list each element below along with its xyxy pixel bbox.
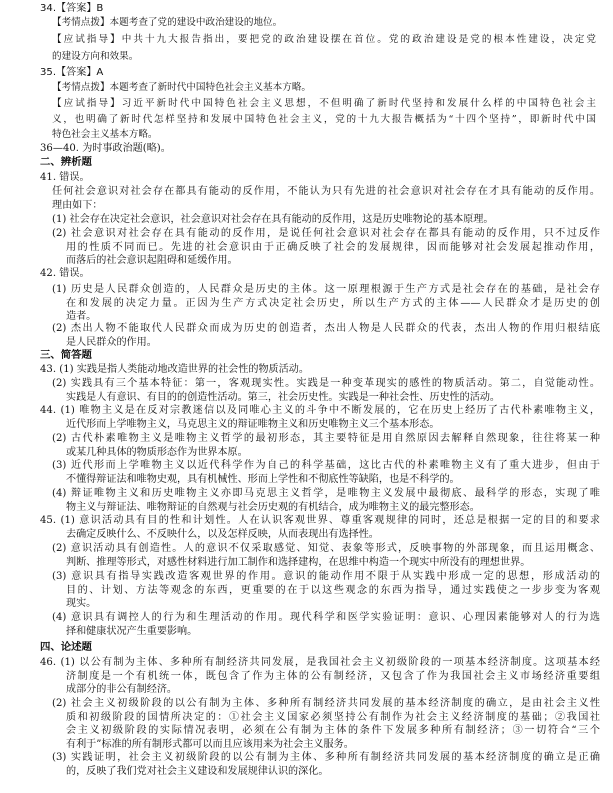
text-line: 物主义与辩证法、唯物辩证的自然观与社会历史观的有机结合，成为唯物主义的最完整形态。 (66, 501, 480, 513)
q41-head: 41. 错误。 (40, 172, 90, 183)
q44-point-4 (52, 487, 600, 514)
text-line: 择和健康状况产生重要影响。 (66, 625, 198, 637)
q45-point-1 (40, 514, 600, 541)
text-line: 不懂得辩证法和唯物史观，具有机械性、形而上学性和不彻底性等缺陷，也是不科学的。 (66, 473, 460, 485)
q44-point-1 (40, 404, 600, 431)
section-heading-short-answer: 三、简答题 (40, 349, 92, 361)
q43-point-1: 43. (1) 实践是指人类能动地改造世界的社会性的物质活动。 (40, 364, 309, 375)
text-line: 有利于”标准的所有制形式都可以而且应该用来为社会主义服务。 (66, 738, 354, 750)
text-line: 【应试指导】中共十九大报告指出，要把党的政治建设摆在首位。党的政治建设是党的根本性建设，决定党 (52, 34, 596, 45)
q44-point-2 (52, 432, 600, 459)
text-line: 济制度是一个有机统一体，既包含了作为主体的公有制经济，又包含了作为我国社会主义市场经济重要组 (66, 670, 600, 682)
section-heading-discrimination: 二、辨析题 (40, 156, 92, 168)
text-line: 成部分的非公有制经济。 (66, 684, 178, 696)
q45-point-3 (52, 570, 600, 611)
text-line: (2) 社会主义初级阶段的以公有制为主体、多种所有制经济共同发展的基本经济制度的确立，是由社会主义性 (52, 698, 600, 709)
text-line: 或某几种具体的物质形态作为世界本原。 (66, 446, 248, 458)
q34-answer: 34.【答案】B (40, 3, 104, 14)
q34-tip (52, 33, 596, 63)
text-line: 现实。 (66, 598, 97, 610)
text-line: 会主义初级阶段的实际情况表明，必须在公有制为主体的条件下发展多种所有制经济；③一切符合“三个 (66, 725, 600, 737)
q35-point: 【考情点拨】本题考查了新时代中国特色社会主义基本方略。 (52, 82, 312, 93)
text-line: (2) 意识活动具有创造性。人的意识不仅采取感觉、知觉、表象等形式，反映事物的外部现象，而且运用概念、 (52, 543, 600, 554)
section-heading-essay: 四、论述题 (40, 641, 92, 653)
q46-point-1 (40, 656, 600, 697)
q45-point-2 (52, 542, 600, 569)
q42-head: 42. 错误。 (40, 268, 90, 279)
q41-intro (52, 185, 600, 212)
q46-point-3 (52, 751, 600, 778)
text-line: 用的性质不同而已。先进的社会意识由于正确反映了社会的发展规律，因而能够对社会发展起推动作用， (66, 241, 600, 253)
text-line: 的建设方向和效果。 (52, 50, 139, 62)
q42-point-1 (52, 283, 600, 324)
text-line: 理由如下： (52, 199, 103, 211)
text-line: (3) 近代形而上学唯物主义以近代科学作为自己的科学基础，这比古代的朴素唯物主义有了重大进步，但由于 (52, 460, 600, 471)
text-line: 近代形而上学唯物主义，马克思主义的辩证唯物主义和历史唯物主义三个基本形态。 (66, 418, 440, 430)
q36-40-note: 36—40. 为时事政治题(略)。 (40, 143, 171, 154)
q44-point-3 (52, 459, 600, 486)
text-line: 而落后的社会意识起阻碍和延缓作用。 (66, 255, 238, 267)
q45-point-4 (52, 611, 600, 638)
text-line: (3) 意识具有指导实践改造客观世界的作用。意识的能动作用不限于从实践中形成一定的思想，形成活动的 (52, 571, 600, 582)
text-line: (2) 杰出人物不能取代人民群众而成为历史的创造者，杰出人物是人民群众的代表，杰出人物的作用归根结底 (52, 323, 600, 334)
text-line: 特色社会主义基本方略。 (52, 129, 158, 141)
text-line: 46. (1) 以公有制为主体、多种所有制经济共同发展，是我国社会主义初级阶段的一项基本经济制度。这项基本经 (40, 657, 600, 668)
text-line: (4) 辩证唯物主义和历史唯物主义亦即马克思主义哲学，是唯物主义发展中最彻底、最科学的形态，实现了唯 (52, 488, 600, 499)
text-line: 44. (1) 唯物主义是在反对宗教迷信以及同唯心主义的斗争中不断发展的，它在历史上经历了古代朴素唯物主义， (40, 405, 600, 416)
text-line: 在和发展的决定力量。正因为生产方式决定社会历史，所以生产方式的主体——人民群众才是历史的创 (66, 297, 600, 309)
text-line: 是人民群众的作用。 (66, 336, 157, 348)
text-line: 目的、计划、方法等观念的东西，更重要的在于以这些观念的东西为指导，通过实践使之一步步变为客观 (66, 584, 600, 596)
text-line: 的，反映了我们党对社会主义建设和发展规律认识的深化。 (66, 765, 329, 777)
text-line: (2) 社会意识对社会存在具有能动的反作用，是说任何社会意识对社会存在都具有能动的反作用，只不过反作 (52, 228, 600, 239)
q34-point: 【考情点拨】本题考查了党的建设中政治建设的地位。 (52, 17, 283, 28)
text-line: 去确定反映什么、不反映什么，以及怎样反映，从而表现出有选择性。 (66, 528, 379, 540)
text-line: 质和初级阶段的国情所决定的：①社会主义国家必须坚持公有制作为社会主义经济制度的基础；②我国社 (66, 711, 600, 723)
text-line: 义，也明确了新时代怎样坚持和发展中国特色社会主义，党的十九大报告概括为“十四个坚持”，即新时代中国 (52, 113, 596, 125)
q41-point-1: (1) 社会存在决定社会意识，社会意识对社会存在具有能动的反作用，这是历史唯物论的基本原理。 (52, 214, 494, 225)
text-line: 判断、推理等形式，对感性材料进行加工制作和选择建构，在思维中构造一个现实中所没有的理想世界。 (66, 556, 531, 568)
q43-point-2 (52, 377, 600, 404)
q42-point-2 (52, 322, 600, 349)
text-line: 【应试指导】习近平新时代中国特色社会主义思想，不但明确了新时代坚持和发展什么样的中国特色社会主 (52, 98, 596, 109)
text-line: (1) 历史是人民群众创造的，人民群众是历史的主体。这一原理根源于生产方式是社会存在的基础，是社会存 (52, 284, 600, 295)
text-line: 实践是人有意识、有目的的创造性活动。第三，社会历史性。实践是一种社会性、历史性的活动。 (66, 391, 501, 403)
text-line: (2) 古代朴素唯物主义是唯物主义哲学的最初形态，其主要特征是用自然原因去解释自然现象，往往将某一种 (52, 433, 600, 444)
text-line: 45. (1) 意识活动具有目的性和计划性。人在认识客观世界、尊重客观规律的同时，还总是根据一定的目的和要求 (40, 515, 600, 526)
text-line: (2) 实践具有三个基本特征：第一，客观现实性。实践是一种变革现实的感性的物质活动。第二，自觉能动性。 (52, 378, 600, 389)
text-line: (4) 意识具有调控人的行为和生理活动的作用。现代科学和医学实验证明：意识、心理因素能够对人的行为选 (52, 612, 600, 623)
q41-point-2 (52, 227, 600, 268)
q35-tip (52, 97, 596, 142)
text-line: 造者。 (66, 311, 97, 323)
text-line: (3) 实践证明，社会主义初级阶段的以公有制为主体、多种所有制经济共同发展的基本经济制度的确立是正确 (52, 752, 600, 763)
q46-point-2 (52, 697, 600, 751)
q35-answer: 35.【答案】A (40, 67, 104, 78)
text-line: 任何社会意识对社会存在都具有能动的反作用，不能认为只有先进的社会意识对社会存在才具有能动的反作用。 (52, 186, 600, 197)
